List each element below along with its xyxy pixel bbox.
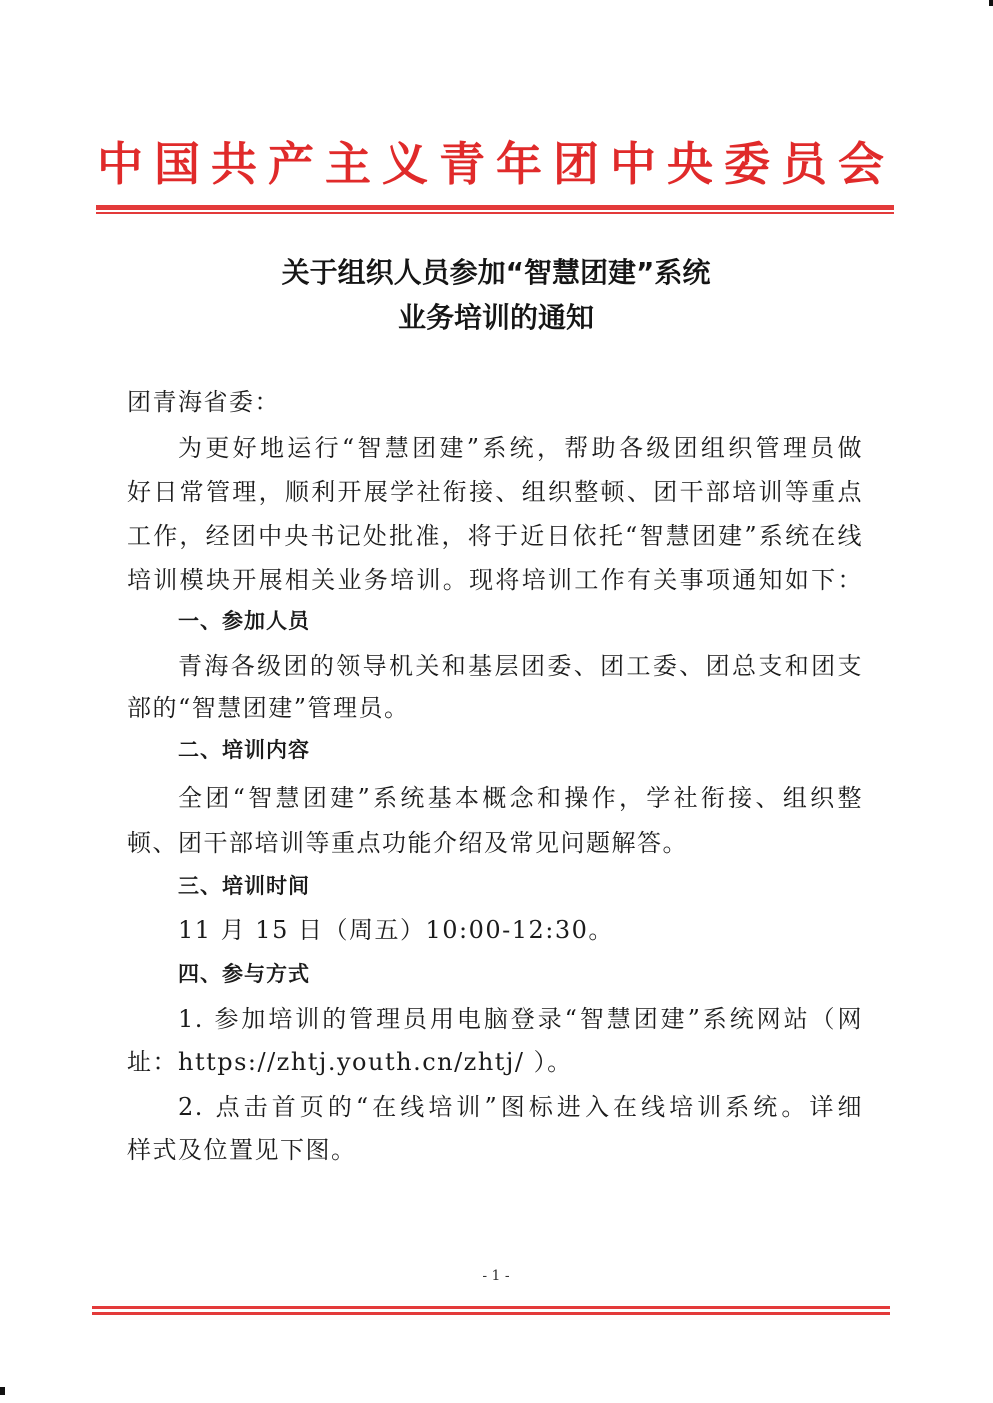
- section-heading: 二、培训内容: [178, 738, 310, 762]
- salutation: 团青海省委：: [127, 388, 280, 416]
- paragraph-line: 全团“智慧团建”系统基本概念和操作，学社衔接、组织整: [178, 784, 863, 812]
- header-red-rule: [96, 205, 894, 210]
- paragraph-line: 址：https://zhtj.youth.cn/zhtj/ ）。: [127, 1048, 573, 1076]
- scan-mark: [989, 0, 993, 6]
- page-number: - 1 -: [482, 1268, 510, 1284]
- document-title-line-1: 关于组织人员参加“智慧团建”系统: [281, 256, 711, 289]
- paragraph-line: 11 月 15 日（周五）10:00-12:30。: [178, 916, 614, 944]
- footer-red-rule-lower: [92, 1312, 890, 1315]
- organization-header: 中国共产主义青年团中央委员会: [97, 137, 895, 191]
- paragraph-line: 1. 参加培训的管理员用电脑登录“智慧团建”系统网站（网: [178, 1005, 863, 1033]
- paragraph-line: 青海各级团的领导机关和基层团委、团工委、团总支和团支: [178, 652, 863, 680]
- document-title-line-2: 业务培训的通知: [397, 301, 594, 334]
- paragraph-line: 工作，经团中央书记处批准，将于近日依托“智慧团建”系统在线: [127, 522, 863, 550]
- paragraph-line: 部的“智慧团建”管理员。: [127, 694, 410, 722]
- scan-mark: [0, 1387, 5, 1395]
- section-heading: 三、培训时间: [178, 874, 310, 898]
- section-heading: 一、参加人员: [178, 609, 310, 633]
- paragraph-line: 顿、团干部培训等重点功能介绍及常见问题解答。: [127, 829, 688, 857]
- footer-red-rule: [92, 1306, 890, 1309]
- header-red-rule-thin: [96, 212, 894, 214]
- paragraph-line: 样式及位置见下图。: [127, 1136, 357, 1164]
- paragraph-line: 为更好地运行“智慧团建”系统，帮助各级团组织管理员做: [178, 434, 863, 462]
- paragraph-line: 好日常管理，顺利开展学社衔接、组织整顿、团干部培训等重点: [127, 478, 863, 506]
- paragraph-line: 培训模块开展相关业务培训。现将培训工作有关事项通知如下：: [127, 566, 863, 594]
- paragraph-line: 2. 点击首页的“在线培训”图标进入在线培训系统。详细: [178, 1093, 863, 1121]
- section-heading: 四、参与方式: [178, 962, 310, 986]
